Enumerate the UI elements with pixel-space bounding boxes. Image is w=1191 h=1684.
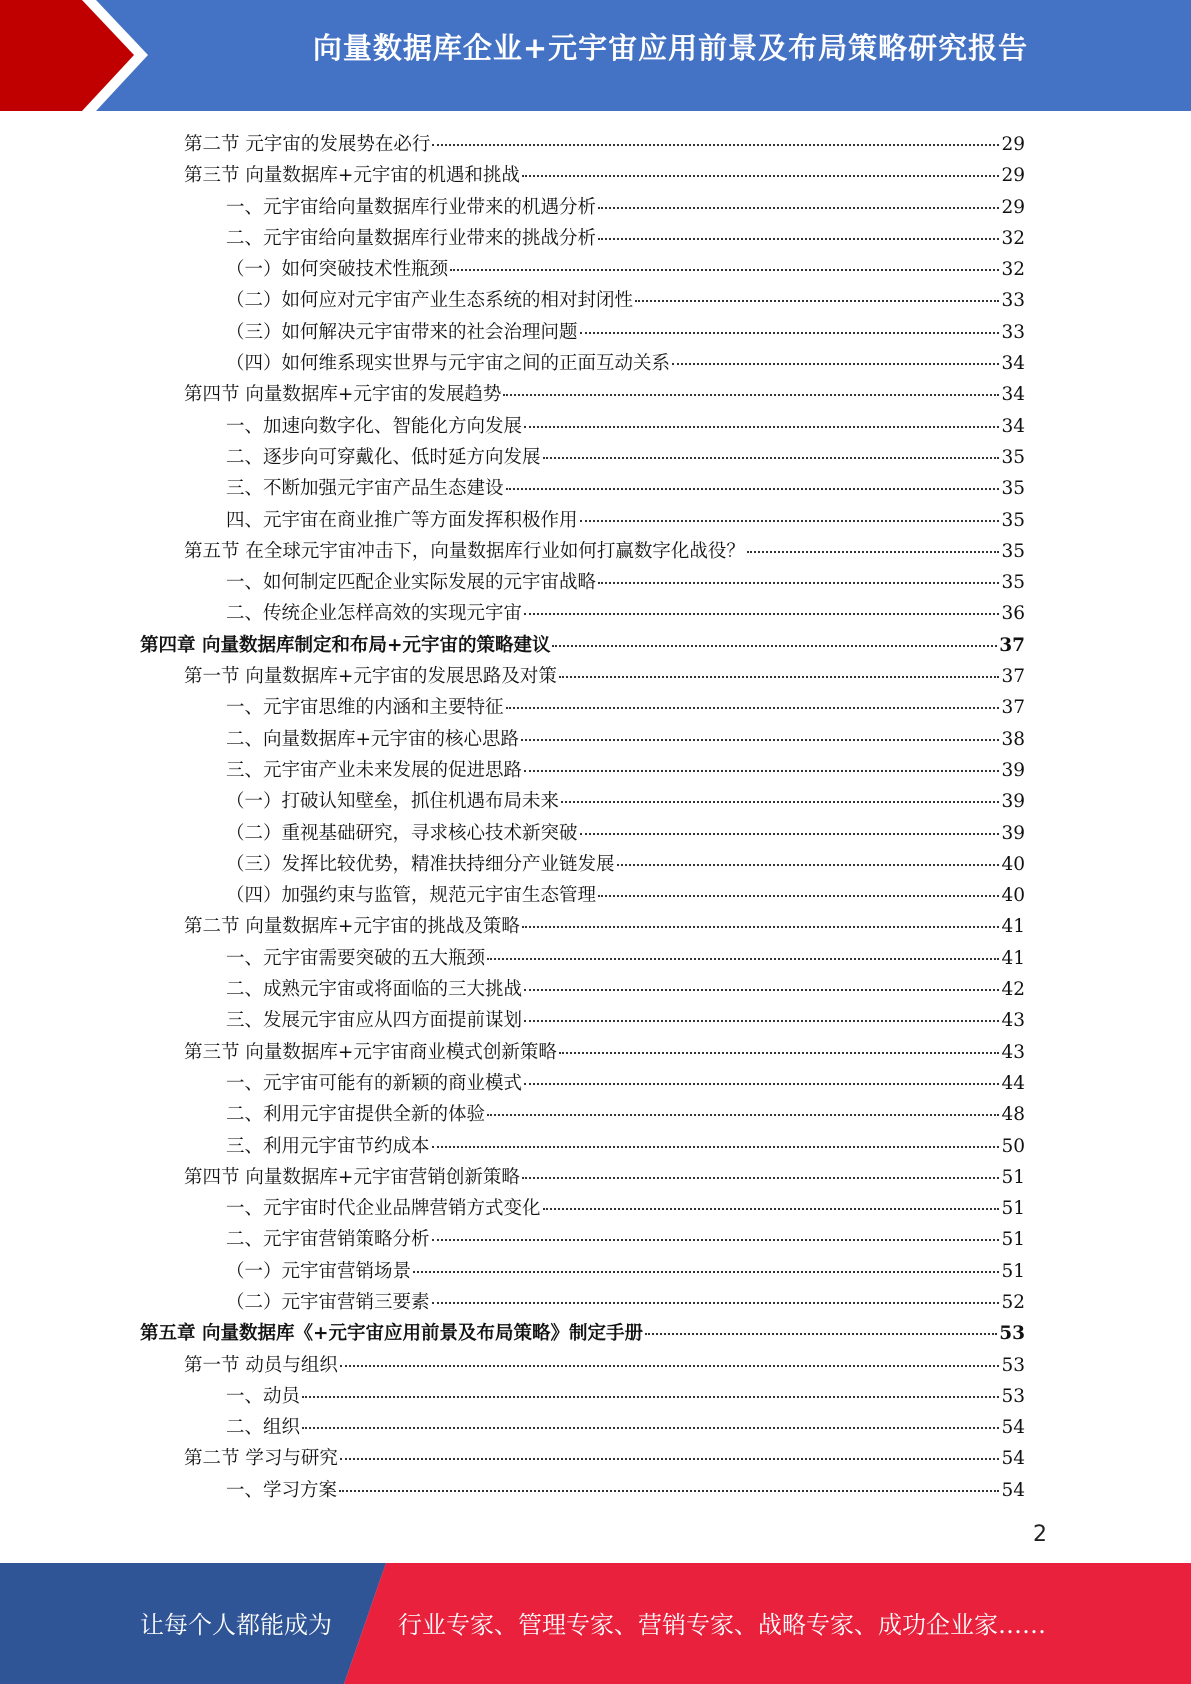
toc-entry-title: （二）元宇宙营销三要素 xyxy=(226,1291,430,1313)
toc-entry-title: 第四节 向量数据库+元宇宙营销创新策略 xyxy=(184,1166,520,1188)
toc-entry-title: 第一节 向量数据库+元宇宙的发展思路及对策 xyxy=(184,666,557,688)
toc-dot-leader xyxy=(503,394,999,396)
toc-entry[interactable] xyxy=(140,1381,1025,1412)
toc-entry-title: 一、如何制定匹配企业实际发展的元宇宙战略 xyxy=(226,572,597,594)
footer-slogan-right: 行业专家、管理专家、营销专家、战略专家、成功企业家…… xyxy=(398,1611,1046,1639)
toc-entry[interactable] xyxy=(140,974,1025,1005)
toc-entry-page: 54 xyxy=(1001,1448,1025,1470)
toc-entry-page: 34 xyxy=(1001,353,1025,375)
toc-entry-page: 37 xyxy=(999,634,1025,656)
toc-entry-title: 三、发展元宇宙应从四方面提前谋划 xyxy=(226,1010,523,1032)
toc-entry-title: 二、元宇宙营销策略分析 xyxy=(226,1229,430,1251)
toc-entry-page: 34 xyxy=(1001,415,1025,437)
toc-entry-title: （一）元宇宙营销场景 xyxy=(226,1260,412,1282)
toc-dot-leader xyxy=(524,613,999,615)
toc-entry[interactable] xyxy=(140,160,1025,191)
toc-dot-leader xyxy=(432,1146,1000,1148)
toc-entry-page: 38 xyxy=(1001,728,1025,750)
toc-entry-title: 第三节 向量数据库+元宇宙的机遇和挑战 xyxy=(184,165,520,187)
toc-entry[interactable] xyxy=(140,536,1025,567)
toc-entry[interactable] xyxy=(140,411,1025,442)
toc-dot-leader xyxy=(580,833,1000,835)
toc-entry-page: 29 xyxy=(1001,165,1025,187)
toc-entry-title: 二、组织 xyxy=(226,1417,301,1439)
toc-entry-title: 二、成熟元宇宙或将面临的三大挑战 xyxy=(226,979,523,1001)
toc-entry[interactable] xyxy=(140,1193,1025,1224)
toc-entry-page: 51 xyxy=(1001,1260,1025,1282)
toc-dot-leader xyxy=(302,1427,999,1429)
toc-entry-page: 32 xyxy=(1001,227,1025,249)
toc-entry-title: 一、学习方案 xyxy=(226,1479,338,1501)
toc-dot-leader xyxy=(543,1208,1000,1210)
toc-entry[interactable] xyxy=(140,1005,1025,1036)
toc-entry-page: 54 xyxy=(1001,1417,1025,1439)
toc-dot-leader xyxy=(450,269,999,271)
toc-entry-page: 33 xyxy=(1001,290,1025,312)
toc-entry-title: （二）重视基础研究，寻求核心技术新突破 xyxy=(226,822,578,844)
toc-entry-title: 一、元宇宙需要突破的五大瓶颈 xyxy=(226,947,486,969)
toc-entry[interactable] xyxy=(140,473,1025,504)
toc-entry-title: 二、传统企业怎样高效的实现元宇宙 xyxy=(226,603,523,625)
toc-entry-title: （四）如何维系现实世界与元宇宙之间的正面互动关系 xyxy=(226,353,671,375)
toc-entry-title: 第四章 向量数据库制定和布局+元宇宙的策略建议 xyxy=(140,634,551,656)
toc-entry-title: 四、元宇宙在商业推广等方面发挥积极作用 xyxy=(226,509,578,531)
toc-entry-page: 43 xyxy=(1001,1041,1025,1063)
toc-entry[interactable] xyxy=(140,880,1025,911)
toc-dot-leader xyxy=(432,144,999,146)
toc-entry-title: （三）如何解决元宇宙带来的社会治理问题 xyxy=(226,321,578,343)
toc-dot-leader xyxy=(672,363,999,365)
toc-dot-leader xyxy=(580,520,1000,522)
toc-dot-leader xyxy=(432,1302,1000,1304)
toc-entry-page: 41 xyxy=(1001,916,1025,938)
toc-entry[interactable] xyxy=(140,1068,1025,1099)
footer-slogan-left: 让每个人都能成为 xyxy=(140,1611,332,1639)
toc-dot-leader xyxy=(413,1271,999,1273)
toc-entry-title: 第四节 向量数据库+元宇宙的发展趋势 xyxy=(184,384,502,406)
toc-entry-title: 第五章 向量数据库《+元宇宙应用前景及布局策略》制定手册 xyxy=(140,1323,643,1345)
toc-entry-page: 35 xyxy=(1001,478,1025,500)
toc-entry-page: 42 xyxy=(1001,979,1025,1001)
toc-entry[interactable] xyxy=(140,911,1025,942)
toc-dot-leader xyxy=(521,739,999,741)
toc-entry[interactable] xyxy=(140,630,1025,661)
toc-entry-title: 一、元宇宙可能有的新颖的商业模式 xyxy=(226,1072,523,1094)
toc-entry[interactable] xyxy=(140,254,1025,285)
toc-entry[interactable] xyxy=(140,379,1025,410)
toc-entry-page: 35 xyxy=(1001,572,1025,594)
toc-entry-title: 第二节 学习与研究 xyxy=(184,1448,338,1470)
toc-dot-leader xyxy=(339,1490,999,1492)
toc-entry-page: 33 xyxy=(1001,321,1025,343)
toc-entry[interactable] xyxy=(140,442,1025,473)
toc-dot-leader xyxy=(340,1458,1000,1460)
toc-entry[interactable] xyxy=(140,1287,1025,1318)
toc-entry-page: 29 xyxy=(1001,196,1025,218)
toc-entry-title: （一）打破认知壁垒，抓住机遇布局未来 xyxy=(226,791,560,813)
toc-entry-page: 51 xyxy=(1001,1166,1025,1188)
toc-entry-title: 二、元宇宙给向量数据库行业带来的挑战分析 xyxy=(226,227,597,249)
toc-dot-leader xyxy=(302,1396,999,1398)
toc-entry[interactable] xyxy=(140,598,1025,629)
toc-entry-page: 50 xyxy=(1001,1135,1025,1157)
toc-entry-title: 三、元宇宙产业未来发展的促进思路 xyxy=(226,759,523,781)
toc-dot-leader xyxy=(524,1020,999,1022)
toc-entry-page: 54 xyxy=(1001,1479,1025,1501)
toc-entry-page: 53 xyxy=(1001,1385,1025,1407)
toc-entry-page: 32 xyxy=(1001,259,1025,281)
toc-dot-leader xyxy=(561,801,999,803)
toc-dot-leader xyxy=(340,1365,1000,1367)
toc-entry-title: 三、不断加强元宇宙产品生态建设 xyxy=(226,478,504,500)
toc-dot-leader xyxy=(522,175,1000,177)
toc-entry[interactable] xyxy=(140,1350,1025,1381)
toc-dot-leader xyxy=(524,770,999,772)
toc-entry-title: 一、元宇宙时代企业品牌营销方式变化 xyxy=(226,1198,541,1220)
toc-entry-title: 二、利用元宇宙提供全新的体验 xyxy=(226,1104,486,1126)
page-header xyxy=(0,0,1191,111)
page-number: 2 xyxy=(1033,1522,1047,1547)
toc-dot-leader xyxy=(635,300,999,302)
toc-entry-title: 二、向量数据库+元宇宙的核心思路 xyxy=(226,728,520,750)
toc-entry[interactable] xyxy=(140,849,1025,880)
toc-dot-leader xyxy=(506,707,1000,709)
toc-entry-title: 一、元宇宙给向量数据库行业带来的机遇分析 xyxy=(226,196,597,218)
toc-entry-page: 51 xyxy=(1001,1198,1025,1220)
table-of-contents xyxy=(140,129,1025,1506)
toc-dot-leader xyxy=(506,488,1000,490)
toc-dot-leader xyxy=(645,1333,997,1335)
toc-dot-leader xyxy=(543,457,1000,459)
toc-entry-page: 37 xyxy=(1001,666,1025,688)
toc-entry-title: 三、利用元宇宙节约成本 xyxy=(226,1135,430,1157)
toc-entry-title: 第一节 动员与组织 xyxy=(184,1354,338,1376)
toc-entry-page: 51 xyxy=(1001,1229,1025,1251)
toc-dot-leader xyxy=(487,958,999,960)
toc-entry[interactable] xyxy=(140,1475,1025,1506)
toc-entry[interactable] xyxy=(140,1256,1025,1287)
toc-entry-page: 52 xyxy=(1001,1291,1025,1313)
toc-entry[interactable] xyxy=(140,1099,1025,1130)
toc-entry-title: 一、元宇宙思维的内涵和主要特征 xyxy=(226,697,504,719)
toc-entry[interactable] xyxy=(140,786,1025,817)
toc-entry-page: 48 xyxy=(1001,1104,1025,1126)
toc-entry-page: 35 xyxy=(1001,446,1025,468)
toc-dot-leader xyxy=(598,895,999,897)
toc-dot-leader xyxy=(522,926,1000,928)
toc-dot-leader xyxy=(598,238,999,240)
toc-entry-title: 第五节 在全球元宇宙冲击下，向量数据库行业如何打赢数字化战役？ xyxy=(184,540,745,562)
toc-entry-title: （一）如何突破技术性瓶颈 xyxy=(226,259,449,281)
toc-entry[interactable] xyxy=(140,755,1025,786)
toc-entry-title: 二、逐步向可穿戴化、低时延方向发展 xyxy=(226,446,541,468)
toc-entry[interactable] xyxy=(140,1443,1025,1474)
toc-entry[interactable] xyxy=(140,567,1025,598)
toc-entry-page: 37 xyxy=(1001,697,1025,719)
toc-entry[interactable] xyxy=(140,818,1025,849)
toc-dot-leader xyxy=(617,864,1000,866)
toc-entry-page: 40 xyxy=(1001,853,1025,875)
toc-dot-leader xyxy=(580,332,1000,334)
toc-entry-page: 34 xyxy=(1001,384,1025,406)
toc-dot-leader xyxy=(522,1177,1000,1179)
toc-entry-title: 第三节 向量数据库+元宇宙商业模式创新策略 xyxy=(184,1041,557,1063)
toc-entry-title: （四）加强约束与监管，规范元宇宙生态管理 xyxy=(226,885,597,907)
toc-entry-page: 39 xyxy=(1001,791,1025,813)
toc-dot-leader xyxy=(747,551,1000,553)
toc-entry[interactable] xyxy=(140,1131,1025,1162)
toc-entry-title: 一、动员 xyxy=(226,1385,301,1407)
toc-entry[interactable] xyxy=(140,1224,1025,1255)
toc-dot-leader xyxy=(559,676,1000,678)
toc-entry-page: 44 xyxy=(1001,1072,1025,1094)
toc-entry[interactable] xyxy=(140,1412,1025,1443)
toc-dot-leader xyxy=(559,1052,1000,1054)
toc-entry[interactable] xyxy=(140,192,1025,223)
toc-entry-title: 一、加速向数字化、智能化方向发展 xyxy=(226,415,523,437)
toc-entry-title: 第二节 向量数据库+元宇宙的挑战及策略 xyxy=(184,916,520,938)
page-footer xyxy=(0,1563,1191,1684)
toc-dot-leader xyxy=(524,1083,999,1085)
toc-entry[interactable] xyxy=(140,661,1025,692)
toc-dot-leader xyxy=(432,1239,1000,1241)
toc-dot-leader xyxy=(598,207,999,209)
toc-entry[interactable] xyxy=(140,317,1025,348)
toc-entry[interactable] xyxy=(140,223,1025,254)
toc-entry[interactable] xyxy=(140,692,1025,723)
toc-entry-title: （三）发挥比较优势，精准扶持细分产业链发展 xyxy=(226,853,615,875)
toc-entry-page: 35 xyxy=(1001,509,1025,531)
toc-entry[interactable] xyxy=(140,724,1025,755)
toc-dot-leader xyxy=(598,582,999,584)
toc-entry[interactable] xyxy=(140,285,1025,316)
toc-entry[interactable] xyxy=(140,505,1025,536)
toc-entry[interactable] xyxy=(140,943,1025,974)
toc-entry-page: 43 xyxy=(1001,1010,1025,1032)
toc-entry-page: 53 xyxy=(1001,1354,1025,1376)
toc-entry[interactable] xyxy=(140,1037,1025,1068)
toc-entry-page: 39 xyxy=(1001,759,1025,781)
toc-entry-title: （二）如何应对元宇宙产业生态系统的相对封闭性 xyxy=(226,290,634,312)
toc-dot-leader xyxy=(487,1114,999,1116)
toc-dot-leader xyxy=(552,645,997,647)
toc-entry-page: 40 xyxy=(1001,885,1025,907)
toc-entry-page: 53 xyxy=(999,1323,1025,1345)
toc-entry-title: 第二节 元宇宙的发展势在必行 xyxy=(184,134,431,155)
toc-entry-page: 39 xyxy=(1001,822,1025,844)
toc-entry-page: 29 xyxy=(1001,134,1025,155)
toc-dot-leader xyxy=(524,989,999,991)
toc-entry-page: 41 xyxy=(1001,947,1025,969)
report-title: 向量数据库企业+元宇宙应用前景及布局策略研究报告 xyxy=(312,31,1029,65)
toc-entry[interactable] xyxy=(140,1162,1025,1193)
toc-entry[interactable] xyxy=(140,348,1025,379)
toc-entry-page: 35 xyxy=(1001,540,1025,562)
toc-dot-leader xyxy=(524,426,999,428)
toc-entry-page: 36 xyxy=(1001,603,1025,625)
toc-entry[interactable] xyxy=(140,1318,1025,1349)
toc-entry[interactable] xyxy=(140,129,1025,160)
